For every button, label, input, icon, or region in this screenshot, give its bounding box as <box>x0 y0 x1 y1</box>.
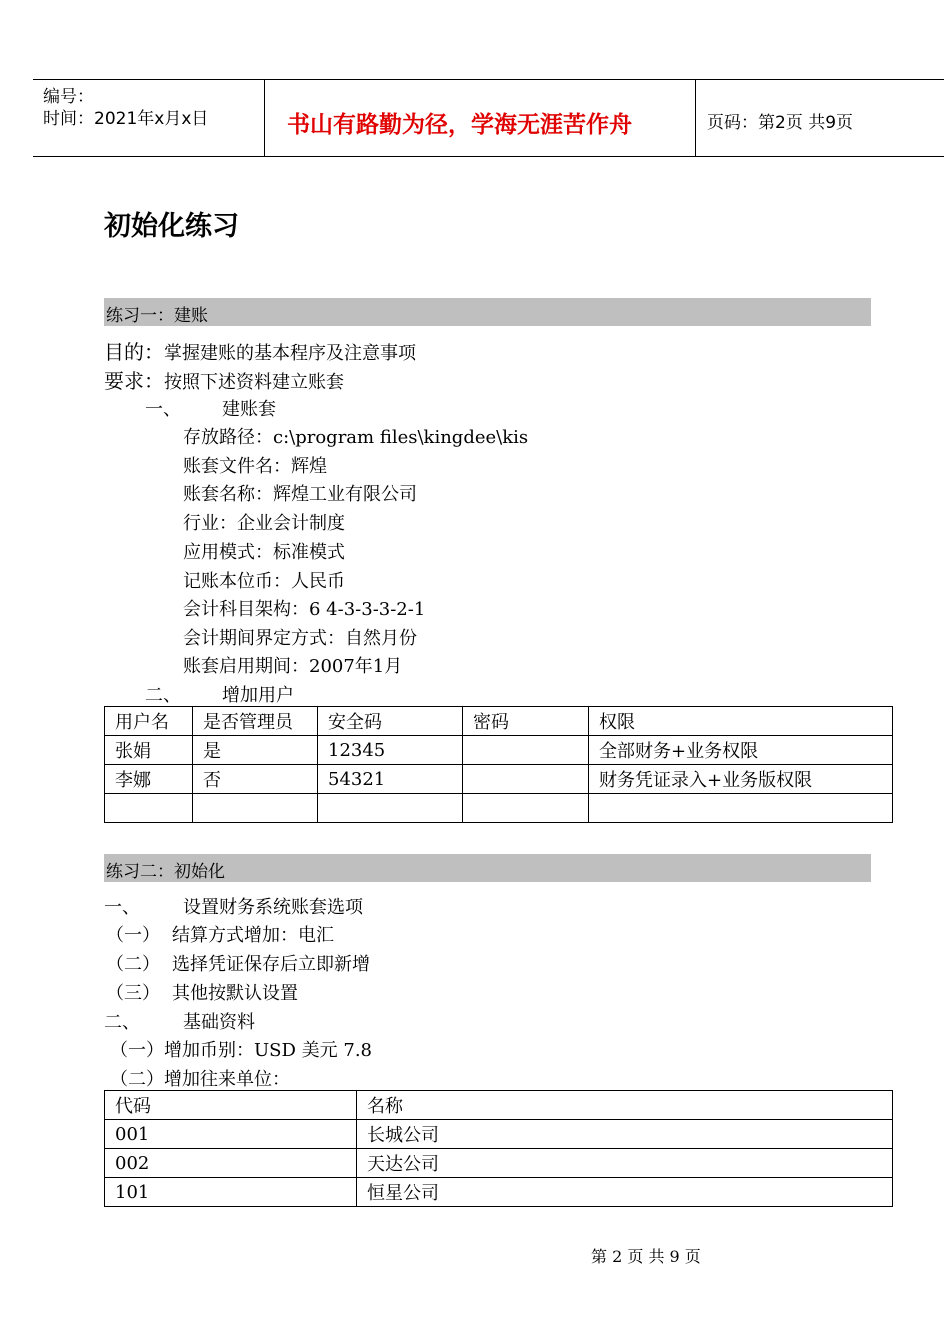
table-header-cell: 安全码 <box>318 707 463 736</box>
exercise1-heading: 练习一：建账 <box>106 306 208 326</box>
header-divider <box>264 79 265 157</box>
ex2-item2-text: 基础资料 <box>183 1012 255 1033</box>
ex1-item1-text: 建账套 <box>222 399 276 420</box>
exercise1-heading-bar <box>104 298 871 326</box>
page-footer: 第 2 页 共 9 页 <box>591 1247 701 1266</box>
option-text: 选择凭证保存后立即新增 <box>172 954 370 975</box>
table-cell <box>463 765 589 794</box>
option-text: 结算方式增加：电汇 <box>172 925 334 946</box>
table-cell: 张娟 <box>105 736 193 765</box>
table-header-cell: 密码 <box>463 707 589 736</box>
table-cell <box>318 794 463 823</box>
table-header-cell: 权限 <box>589 707 893 736</box>
table-cell: 天达公司 <box>357 1149 893 1178</box>
table-header-cell: 代码 <box>105 1091 357 1120</box>
table-row <box>105 1149 893 1178</box>
detail-line: 记账本位币：人民币 <box>183 571 345 592</box>
ex2-item2-num: 二、 <box>104 1012 140 1033</box>
table-row <box>105 1120 893 1149</box>
table-cell: 全部财务+业务权限 <box>589 736 893 765</box>
currency-line: （一）增加币别：USD 美元 7.8 <box>110 1040 373 1061</box>
header-top-rule <box>33 79 944 80</box>
detail-line: 账套文件名：辉煌 <box>183 456 327 477</box>
exercise2-heading: 练习二：初始化 <box>106 862 225 882</box>
detail-line: 会计科目架构：6 4-3-3-3-2-1 <box>183 599 426 620</box>
option-num: （三） <box>106 983 160 1004</box>
exercise2-heading-bar <box>104 854 871 882</box>
requirement-line <box>104 365 344 394</box>
table-cell: 002 <box>105 1149 357 1178</box>
ex2-item1-text: 设置财务系统账套选项 <box>183 897 363 918</box>
option-num: （二） <box>106 954 160 975</box>
partner-line: （二）增加往来单位： <box>110 1069 290 1090</box>
requirement-label: 要求： <box>104 369 164 393</box>
purpose-text: 掌握建账的基本程序及注意事项 <box>164 343 416 364</box>
detail-line: 行业：企业会计制度 <box>183 513 345 534</box>
page-label: 页码：第2页 共9页 <box>707 113 854 133</box>
table-cell: 001 <box>105 1120 357 1149</box>
table-cell: 54321 <box>318 765 463 794</box>
motto: 书山有路勤为径，学海无涯苦作舟 <box>287 112 632 138</box>
detail-line: 存放路径：c:\program files\kingdee\kis <box>183 427 529 448</box>
table-cell <box>463 794 589 823</box>
option-text: 其他按默认设置 <box>172 983 298 1004</box>
option-num: （一） <box>106 925 160 946</box>
ex2-item1-num: 一、 <box>104 897 140 918</box>
table-cell: 12345 <box>318 736 463 765</box>
table-cell: 101 <box>105 1178 357 1207</box>
table-row <box>105 736 893 765</box>
table-header-row <box>105 707 893 736</box>
table-cell: 李娜 <box>105 765 193 794</box>
table-cell: 恒星公司 <box>357 1178 893 1207</box>
partners-table <box>104 1090 893 1207</box>
table-cell <box>589 794 893 823</box>
detail-line: 账套名称：辉煌工业有限公司 <box>183 484 417 505</box>
time-label: 时间：2021年x月x日 <box>43 109 209 129</box>
ex1-item2-num: 二、 <box>145 685 181 706</box>
table-cell: 财务凭证录入+业务版权限 <box>589 765 893 794</box>
ex1-item1-num: 一、 <box>145 399 181 420</box>
table-header-row <box>105 1091 893 1120</box>
table-row <box>105 1178 893 1207</box>
table-cell <box>105 794 193 823</box>
header-bottom-rule <box>33 156 944 157</box>
page-title: 初始化练习 <box>104 211 239 242</box>
purpose-label: 目的： <box>104 340 164 364</box>
table-cell: 是 <box>193 736 318 765</box>
table-cell: 长城公司 <box>357 1120 893 1149</box>
detail-line: 会计期间界定方式：自然月份 <box>183 628 417 649</box>
table-cell: 否 <box>193 765 318 794</box>
table-cell <box>463 736 589 765</box>
table-row <box>105 765 893 794</box>
serial-label: 编号： <box>43 87 94 107</box>
detail-line: 应用模式：标准模式 <box>183 542 345 563</box>
table-row <box>105 794 893 823</box>
purpose-line <box>104 336 416 365</box>
table-header-cell: 名称 <box>357 1091 893 1120</box>
table-cell <box>193 794 318 823</box>
users-table <box>104 706 893 823</box>
requirement-text: 按照下述资料建立账套 <box>164 372 344 393</box>
detail-line: 账套启用期间：2007年1月 <box>183 656 403 677</box>
table-header-cell: 是否管理员 <box>193 707 318 736</box>
ex1-item2-text: 增加用户 <box>222 685 294 706</box>
header-divider <box>695 79 696 157</box>
table-header-cell: 用户名 <box>105 707 193 736</box>
